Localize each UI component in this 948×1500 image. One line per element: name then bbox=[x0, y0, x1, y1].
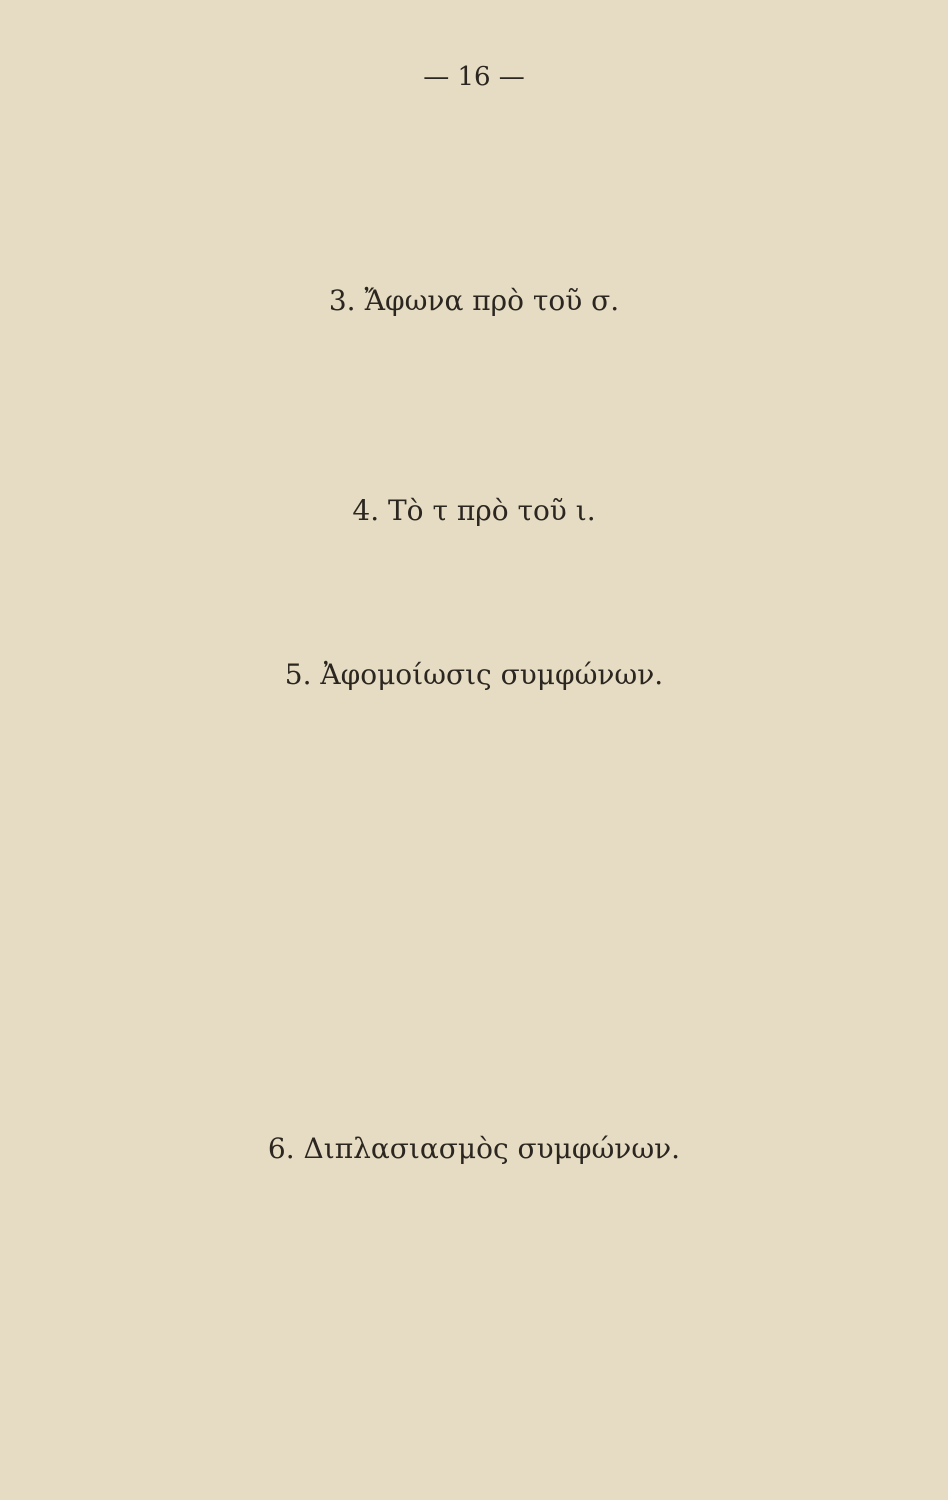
section-heading-3: 3. Ἄφωνα πρὸ τοῦ σ. bbox=[328, 284, 620, 317]
section-heading-6: 6. Διπλασιασμὸς συμφώνων. bbox=[267, 1132, 681, 1165]
section-heading-4: 4. Τὸ τ πρὸ τοῦ ι. bbox=[352, 494, 596, 527]
section-heading-5: 5. Ἀφομοίωσις συμφώνων. bbox=[284, 658, 664, 691]
page-number: — 16 — bbox=[423, 62, 525, 92]
